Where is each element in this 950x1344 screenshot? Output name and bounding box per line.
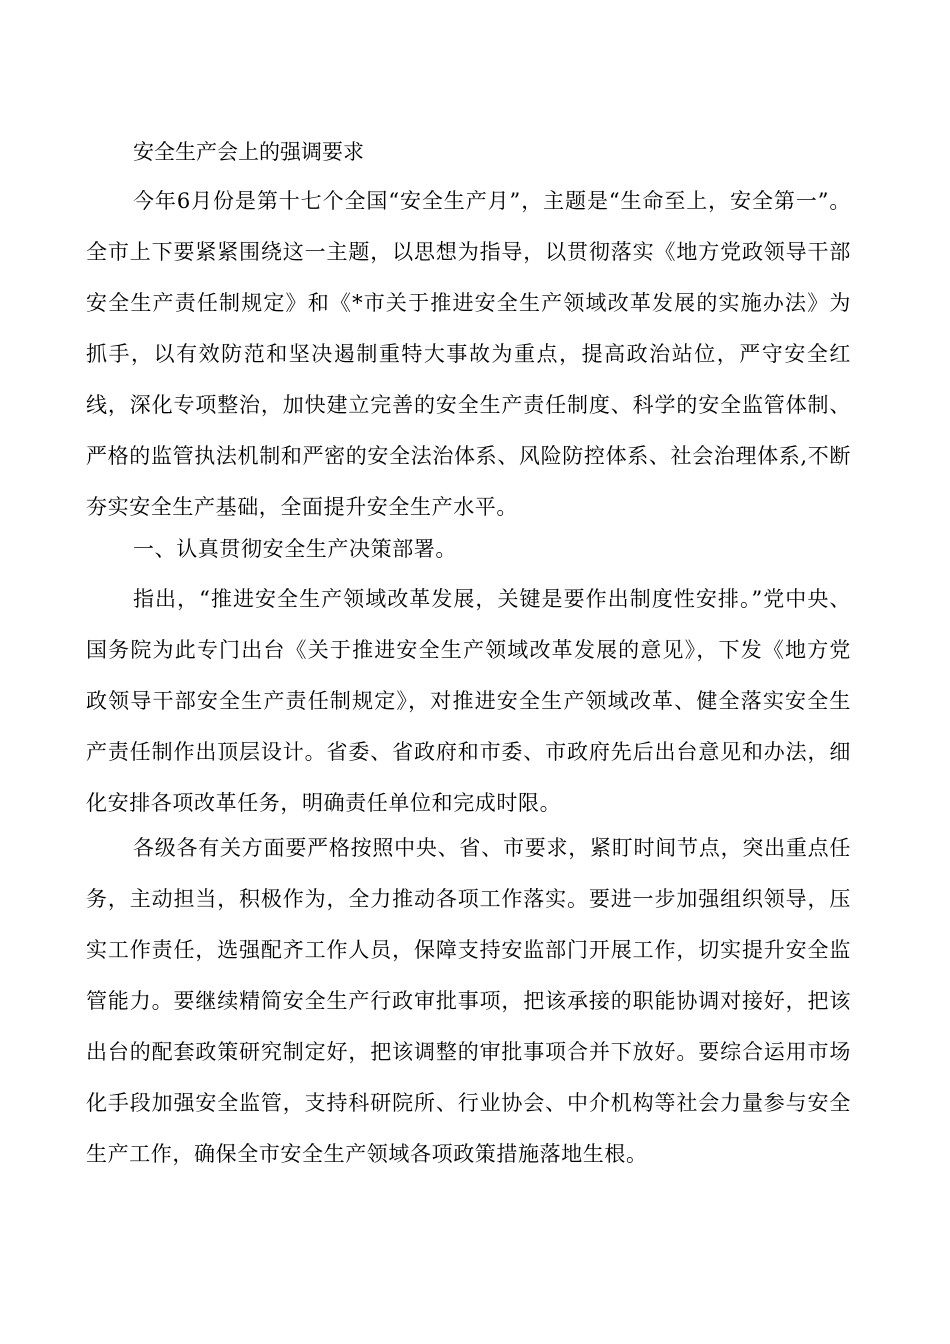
paragraph-intro: 今年6月份是第十七个全国“安全生产月”，主题是“生命至上，安全第一”。全市上下要紧紧围绕这一主题，以思想为指导，以贯彻落实《地方党政领导干部安全生产责任制规定》和《*市关于推进安全生产领域改革发展的实施办法》为抓手，以有效防范和坚决遏制重特大事故为重点，提高政治站位，严守安全红线，深化专项整治，加快建立完善的安全生产责任制度、科学的安全监管体制、严格的监管执法机制和严密的安全法治体系、风险防控体系、社会治理体系,不断夯实安全生产基础，全面提升安全生产水平。 (86, 189, 851, 519)
section-heading-1: 一、认真贯彻安全生产决策部署。 (133, 537, 457, 561)
paragraph-section-1-b: 各级各有关方面要严格按照中央、省、市要求，紧盯时间节点，突出重点任务，主动担当，积极作为，全力推动各项工作落实。要进一步加强组织领导，压实工作责任，选强配齐工作人员，保障支持安监部门开展工作，切实提升安全监管能力。要继续精简安全生产行政审批事项，把该承接的职能协调对接好，把该出台的配套政策研究制定好，把该调整的审批事项合并下放好。要综合运用市场化手段加强安全监管，支持科研院所、行业协会、中介机构等社会力量参与安全生产工作，确保全市安全生产领域各项政策措施落地生根。 (86, 836, 851, 1166)
paragraph-section-1-a: 指出，“推进安全生产领域改革发展，关键是要作出制度性安排。”党中央、国务院为此专门出台《关于推进安全生产领域改革发展的意见》，下发《地方党政领导干部安全生产责任制规定》，对推进安全生产领域改革、健全落实安全生产责任制作出顶层设计。省委、省政府和市委、市政府先后出台意见和办法，细化安排各项改革任务，明确责任单位和完成时限。 (86, 587, 851, 815)
document-title: 安全生产会上的强调要求 (133, 140, 364, 164)
